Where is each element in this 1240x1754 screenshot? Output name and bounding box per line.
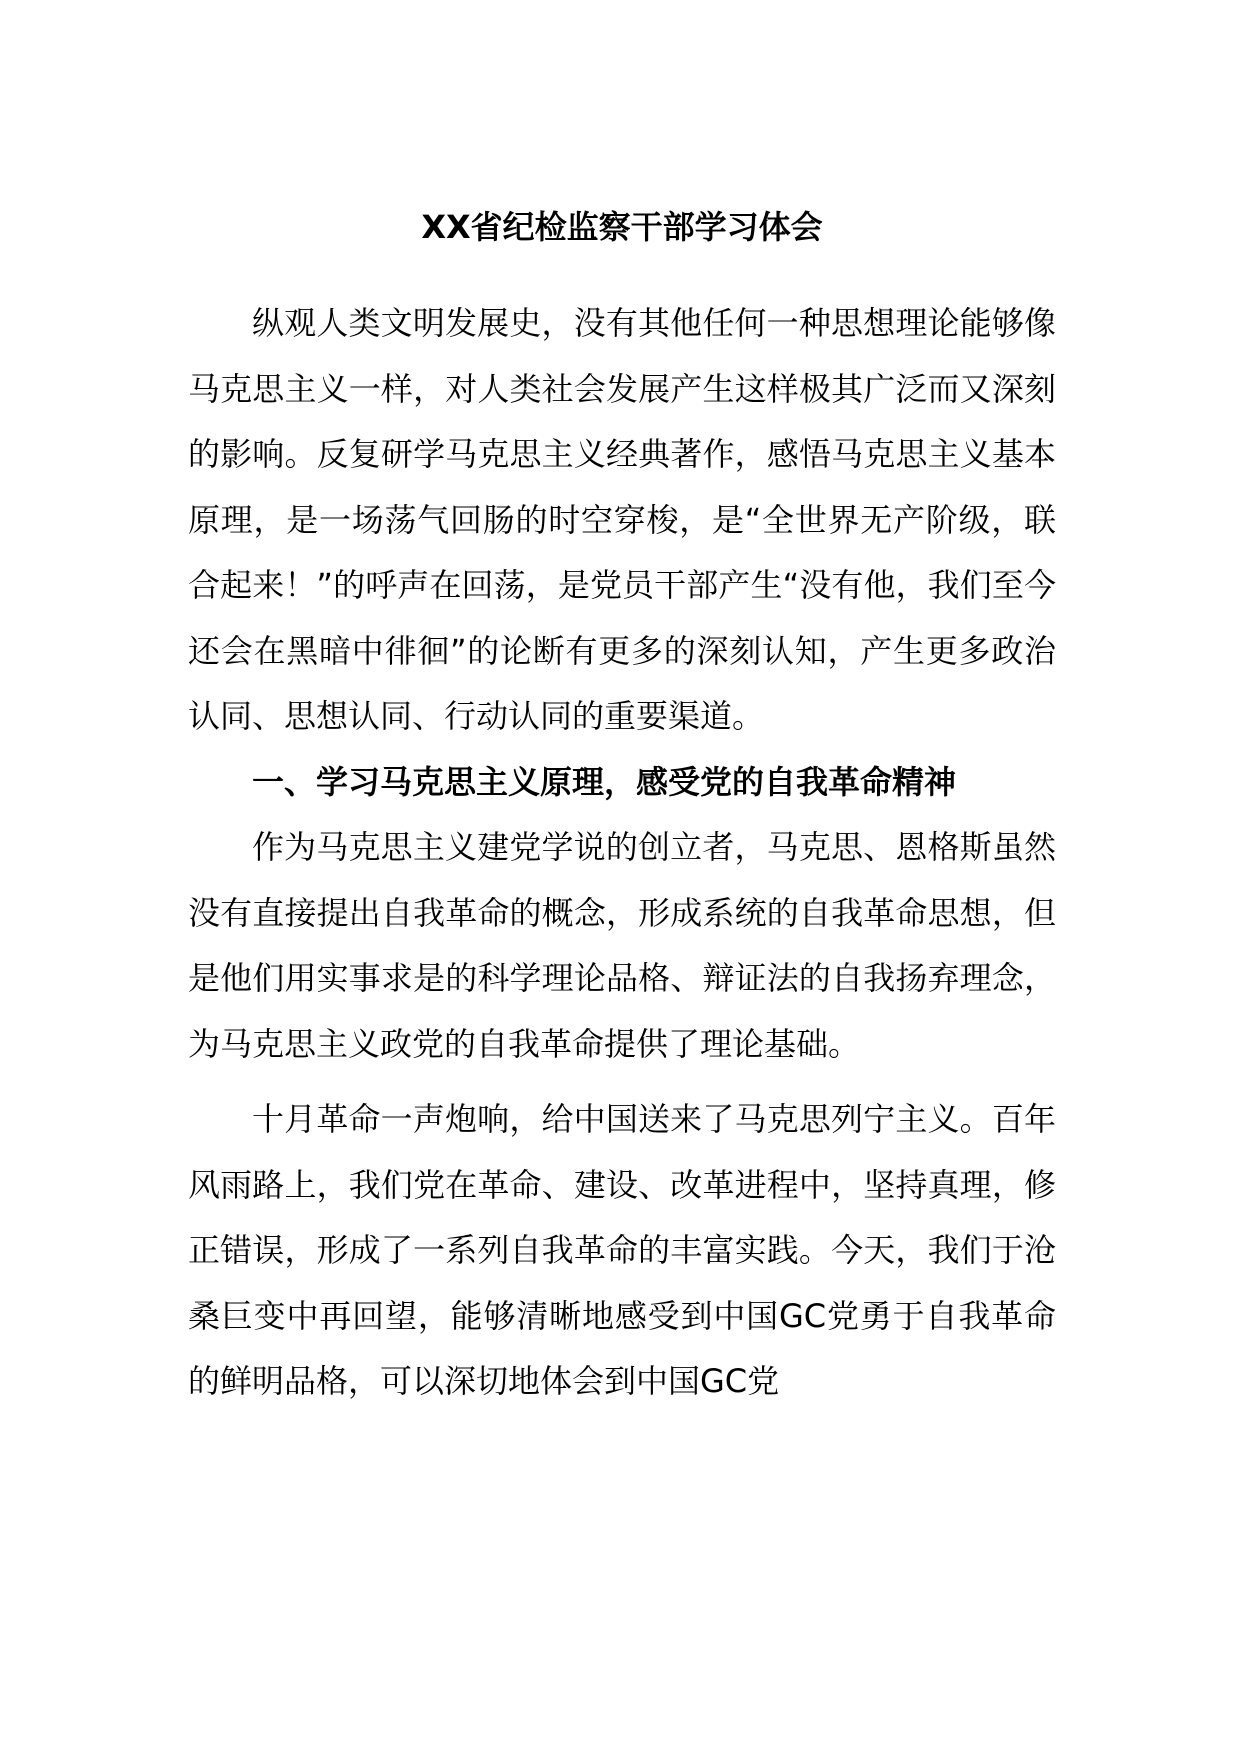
body-paragraph: 作为马克思主义建党学说的创立者，马克思、恩格斯虽然没有直接提出自我革命的概念，形成系统的自我革命思想，但是他们用实事求是的科学理论品格、辩证法的自我扬弃理念，为马克思主义政党的自我革命提供了理论基础。	[188, 828, 1056, 1063]
document-title: XX省纪检监察干部学习体会	[421, 208, 823, 246]
section-heading: 一、学习马克思主义原理，感受党的自我革命精神	[252, 762, 957, 801]
intro-paragraph: 纵观人类文明发展史，没有其他任何一种思想理论能够像马克思主义一样，对人类社会发展产生这样极其广泛而又深刻的影响。反复研学马克思主义经典著作，感悟马克思主义基本原理，是一场荡气回肠的时空穿梭，是“全世界无产阶级，联合起来！”的呼声在回荡，是党员干部产生“没有他，我们至今还会在黑暗中徘徊”的论断有更多的深刻认知，产生更多政治认同、思想认同、行动认同的重要渠道。	[188, 304, 1056, 735]
body-paragraph: 十月革命一声炮响，给中国送来了马克思列宁主义。百年风雨路上，我们党在革命、建设、改革进程中，坚持真理，修正错误，形成了一系列自我革命的丰富实践。今天，我们于沧桑巨变中再回望，能够清晰地感受到中国GC党勇于自我革命的鲜明品格，可以深切地体会到中国GC党	[188, 1100, 1056, 1400]
document-body	[188, 205, 1056, 1415]
